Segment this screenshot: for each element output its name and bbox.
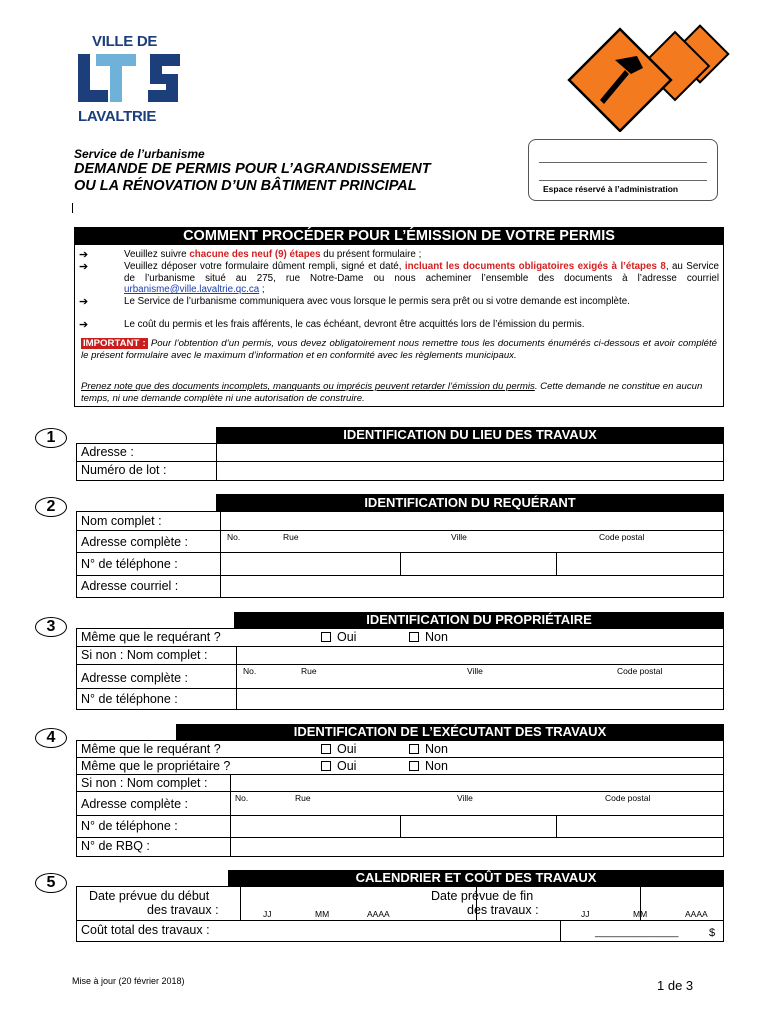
owner-phone-input[interactable] bbox=[237, 689, 723, 709]
construction-sign-icon bbox=[555, 22, 735, 132]
phone-label: N° de téléphone : bbox=[81, 557, 178, 571]
start-date-label-2: des travaux : bbox=[147, 903, 219, 917]
full-name-label: Nom complet : bbox=[81, 514, 162, 528]
no-label: No. bbox=[227, 532, 241, 542]
step-number-1: 1 bbox=[35, 428, 67, 448]
no-label: No. bbox=[235, 793, 249, 803]
city-logo bbox=[76, 50, 188, 108]
year-label: AAAA bbox=[367, 909, 390, 919]
divider bbox=[72, 203, 73, 213]
contractor-same-req-yes[interactable]: Oui bbox=[321, 742, 356, 756]
arrow-icon: ➔ bbox=[79, 261, 89, 273]
city-label: Ville bbox=[451, 532, 467, 542]
email-label: Adresse courriel : bbox=[81, 579, 179, 593]
if-not-name-label: Si non : Nom complet : bbox=[81, 776, 208, 790]
page-title: DEMANDE DE PERMIS POUR L’AGRANDISSEMENT OU LA RÉNOVATION D’UN BÂTIMENT PRINCIPAL bbox=[74, 161, 431, 194]
section-4-header: IDENTIFICATION DE L’EXÉCUTANT DES TRAVAUX bbox=[176, 724, 724, 740]
year-label: AAAA bbox=[685, 909, 708, 919]
section-4-table bbox=[76, 740, 724, 857]
instruction-1: Veuillez suivre chacune des neuf (9) étapes du présent formulaire ; bbox=[124, 249, 422, 260]
step-number-3: 3 bbox=[35, 617, 67, 637]
checkbox[interactable] bbox=[321, 632, 331, 642]
end-date-label-2: des travaux : bbox=[467, 903, 539, 917]
instructions-box bbox=[74, 227, 724, 407]
requester-name-input[interactable] bbox=[221, 512, 723, 531]
contractor-phone-input-1[interactable] bbox=[231, 816, 401, 838]
month-label: MM bbox=[633, 909, 648, 919]
instruction-2: Veuillez déposer votre formulaire dûment rempli, signé et daté, incluant les documents obligatoires exigés à l’étapes 8, au Service de l’urbanisme situé au 275, rue Notre-Dame ou nous acheminer l’ensemble des documents à l’adresse courriel urbanisme@ville.lavaltrie.qc.ca ; bbox=[124, 261, 719, 295]
requester-phone-input-2[interactable] bbox=[401, 553, 557, 576]
instruction-4: Le coût du permis et les frais afférents, le cas échéant, devront être acquittés lors de l’émission du permis. bbox=[124, 319, 585, 330]
lot-number-input[interactable] bbox=[217, 462, 723, 480]
step-number-5: 5 bbox=[35, 873, 67, 893]
end-date-label-1: Date prévue de fin bbox=[431, 889, 534, 903]
update-date: Mise à jour (20 février 2018) bbox=[72, 976, 185, 986]
section-1-header: IDENTIFICATION DU LIEU DES TRAVAUX bbox=[76, 427, 724, 443]
month-label: MM bbox=[315, 909, 330, 919]
same-as-owner-label: Même que le propriétaire ? bbox=[81, 759, 231, 773]
section-3-header: IDENTIFICATION DU PROPRIÉTAIRE bbox=[234, 612, 724, 628]
rbq-label: N° de RBQ : bbox=[81, 839, 150, 853]
requester-phone-input-1[interactable] bbox=[221, 553, 401, 576]
important-notice: IMPORTANT : Pour l’obtention d’un permis, vous devez obligatoirement nous remettre tous les documents énumérés ci-dessous et avoir complété le présent formulaire avec le maximum d’information et en conformité avec les règlements municipaux. bbox=[81, 338, 717, 361]
address-input[interactable] bbox=[217, 444, 723, 462]
dollar-sign: $ bbox=[709, 927, 716, 939]
requester-email-input[interactable] bbox=[221, 576, 723, 598]
total-cost-label: Coût total des travaux : bbox=[81, 923, 210, 937]
checkbox[interactable] bbox=[409, 761, 419, 771]
checkbox[interactable] bbox=[321, 744, 331, 754]
service-name: Service de l’urbanisme bbox=[74, 147, 205, 161]
contractor-phone-input-3[interactable] bbox=[557, 816, 723, 838]
same-as-requester-label: Même que le requérant ? bbox=[81, 630, 221, 644]
contractor-phone-input-2[interactable] bbox=[401, 816, 557, 838]
no-label: No. bbox=[243, 666, 257, 676]
admin-label: Espace réservé à l’administration bbox=[543, 184, 679, 194]
if-not-name-label: Si non : Nom complet : bbox=[81, 648, 208, 662]
full-address-label: Adresse complète : bbox=[81, 535, 188, 549]
contractor-name-input[interactable] bbox=[231, 775, 723, 792]
section-2-header: IDENTIFICATION DU REQUÉRANT bbox=[216, 494, 724, 511]
contractor-same-req-no[interactable]: Non bbox=[409, 742, 448, 756]
logo-text-top: VILLE DE bbox=[92, 33, 158, 50]
arrow-icon: ➔ bbox=[79, 296, 89, 308]
requester-phone-input-3[interactable] bbox=[557, 553, 723, 576]
owner-same-yes[interactable]: Oui bbox=[321, 630, 356, 644]
owner-name-input[interactable] bbox=[237, 647, 723, 665]
checkbox[interactable] bbox=[409, 632, 419, 642]
section-2-table bbox=[76, 511, 724, 598]
contractor-same-owner-no[interactable]: Non bbox=[409, 759, 448, 773]
street-label: Rue bbox=[295, 793, 311, 803]
phone-label: N° de téléphone : bbox=[81, 692, 178, 706]
arrow-icon: ➔ bbox=[79, 249, 89, 261]
cost-blank: _______________ bbox=[595, 927, 679, 938]
section-1-table bbox=[76, 443, 724, 481]
address-label: Adresse : bbox=[81, 445, 134, 459]
full-address-label: Adresse complète : bbox=[81, 797, 188, 811]
lot-label: Numéro de lot : bbox=[81, 463, 167, 477]
same-as-requester-label: Même que le requérant ? bbox=[81, 742, 221, 756]
checkbox[interactable] bbox=[409, 744, 419, 754]
contractor-same-owner-yes[interactable]: Oui bbox=[321, 759, 356, 773]
section-5-header: CALENDRIER ET COÛT DES TRAVAUX bbox=[228, 870, 724, 886]
delay-notice: Prenez note que des documents incomplets, manquants ou imprécis peuvent retarder l’émission du permis. Cette demande ne constitue en aucun temps, ni une demande complète ni une autorisation de construire. bbox=[81, 381, 703, 404]
step-number-4: 4 bbox=[35, 728, 67, 748]
instructions-title: COMMENT PROCÉDER POUR L’ÉMISSION DE VOTRE PERMIS bbox=[75, 228, 723, 245]
full-address-label: Adresse complète : bbox=[81, 671, 188, 685]
arrow-icon: ➔ bbox=[79, 319, 89, 331]
street-label: Rue bbox=[283, 532, 299, 542]
street-label: Rue bbox=[301, 666, 317, 676]
page-number: 1 de 3 bbox=[657, 978, 694, 993]
logo-text-bottom: LAVALTRIE bbox=[78, 108, 157, 125]
step-number-2: 2 bbox=[35, 497, 67, 517]
day-label: JJ bbox=[581, 909, 590, 919]
start-date-label-1: Date prévue du début bbox=[89, 889, 210, 903]
email-link[interactable]: urbanisme@ville.lavaltrie.qc.ca bbox=[124, 284, 260, 295]
city-label: Ville bbox=[457, 793, 473, 803]
owner-same-no[interactable]: Non bbox=[409, 630, 448, 644]
admin-reserved-box bbox=[528, 139, 718, 201]
checkbox[interactable] bbox=[321, 761, 331, 771]
city-label: Ville bbox=[467, 666, 483, 676]
day-label: JJ bbox=[263, 909, 272, 919]
postal-code-label: Code postal bbox=[599, 532, 645, 542]
phone-label: N° de téléphone : bbox=[81, 819, 178, 833]
instruction-3: Le Service de l’urbanisme communiquera avec vous lorsque le permis sera prêt ou si votre demande est incomplète. bbox=[124, 296, 630, 307]
rbq-input[interactable] bbox=[231, 838, 723, 856]
postal-code-label: Code postal bbox=[617, 666, 663, 676]
section-5-table bbox=[76, 886, 724, 942]
section-3-table bbox=[76, 628, 724, 710]
postal-code-label: Code postal bbox=[605, 793, 651, 803]
end-date-input[interactable] bbox=[641, 887, 723, 921]
